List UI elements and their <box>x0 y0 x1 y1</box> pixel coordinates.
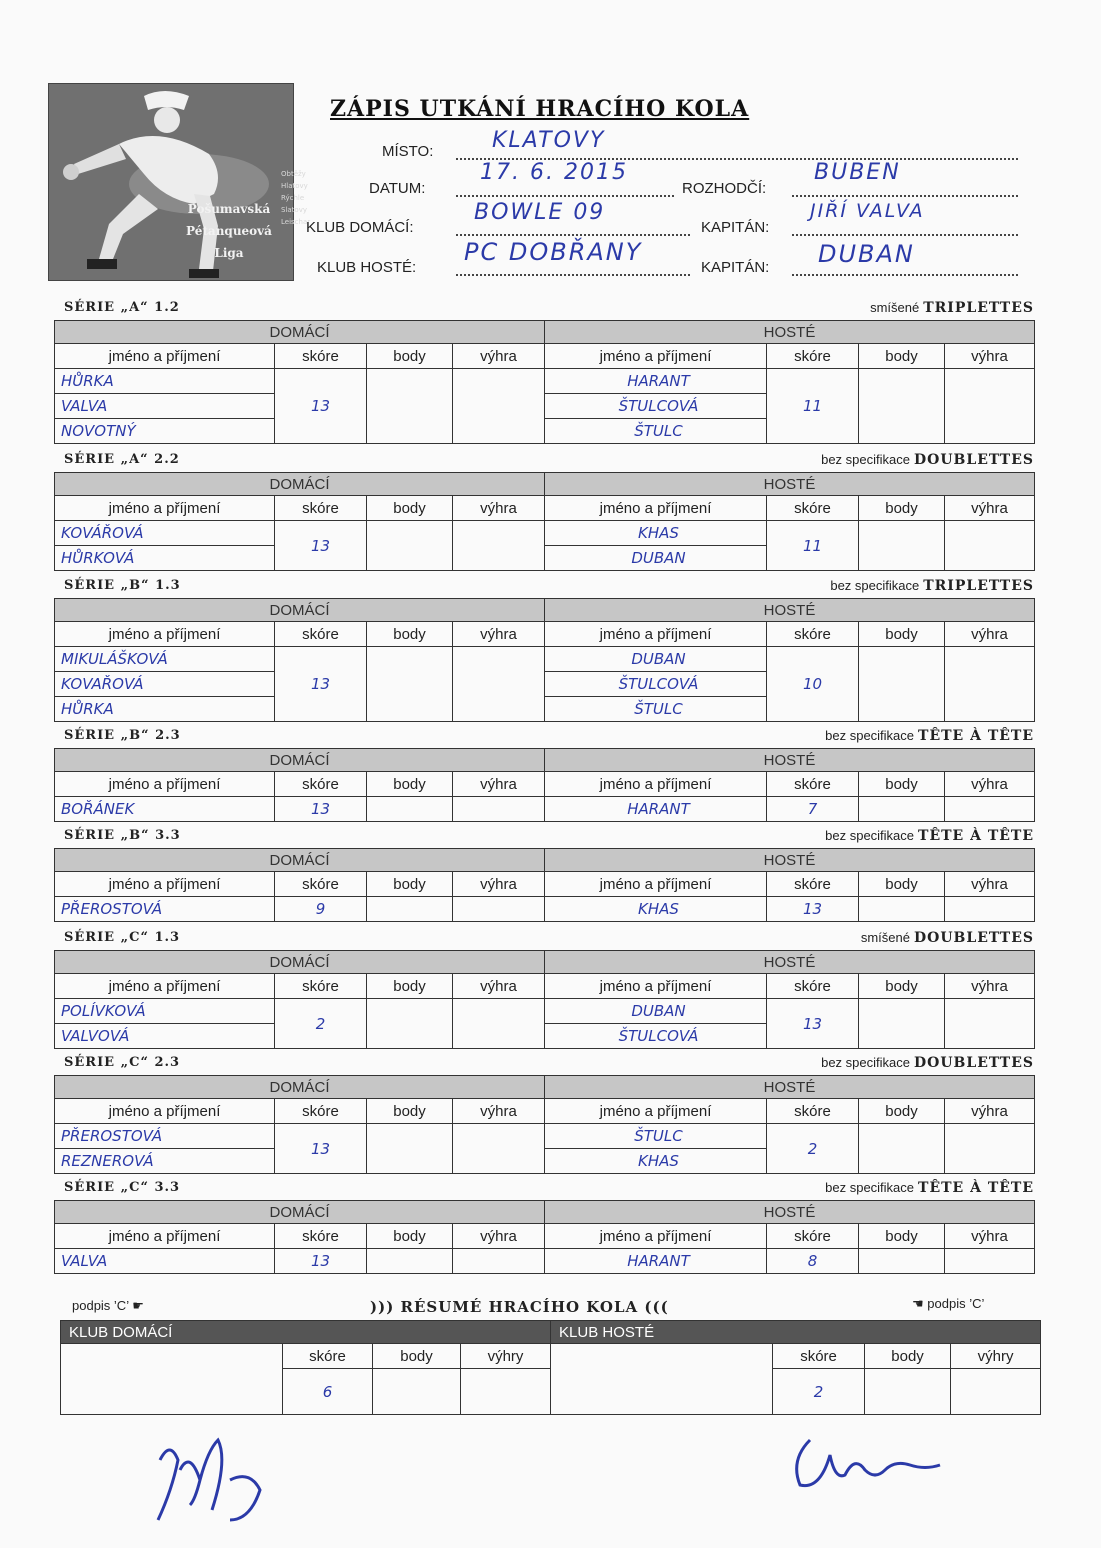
col-header-body: body <box>859 622 945 647</box>
domaci-header: DOMÁCÍ <box>55 473 545 496</box>
series-type: smíšené DOUBLETTES <box>860 930 1034 946</box>
home-player-name: POLÍVKOVÁ <box>55 999 275 1024</box>
away-player-name: KHAS <box>545 1149 767 1174</box>
series-type: bez specifikace DOUBLETTES <box>821 1055 1034 1071</box>
col-header-score: skóre <box>767 974 859 999</box>
home-player-name: HŮRKOVÁ <box>55 546 275 571</box>
col-header-vyhra: výhra <box>453 344 545 369</box>
series-name: SÉRIE „B“ 2.3 <box>64 728 181 743</box>
col-header-score: skóre <box>275 1224 367 1249</box>
series-table <box>54 320 1035 444</box>
away-body <box>859 897 945 922</box>
rozhodci-value: BUBEN <box>814 160 901 185</box>
away-player-name: KHAS <box>545 897 767 922</box>
domaci-header: DOMÁCÍ <box>55 951 545 974</box>
series-table <box>54 950 1035 1049</box>
col-header-body: body <box>367 496 453 521</box>
kapitan-domaci-value: JIŘÍ VALVA <box>810 200 925 222</box>
col-header-body: body <box>367 622 453 647</box>
home-score: 2 <box>275 999 367 1049</box>
away-player-name: HARANT <box>545 1249 767 1274</box>
away-body <box>859 999 945 1049</box>
col-header-name: jméno a příjmení <box>55 1099 275 1124</box>
kapitan-hoste-label: KAPITÁN: <box>701 259 770 276</box>
home-player-name: PŘEROSTOVÁ <box>55 1124 275 1149</box>
home-player-name: VALVA <box>55 1249 275 1274</box>
col-header-vyhra: výhra <box>945 344 1035 369</box>
col-header-body: body <box>367 344 453 369</box>
resume-klub-hoste: KLUB HOSTÉ <box>551 1321 1041 1344</box>
datum-value: 17. 6. 2015 <box>480 160 628 185</box>
away-body <box>859 521 945 571</box>
resume-home-blank <box>61 1344 283 1415</box>
series-table <box>54 748 1035 822</box>
col-header-body: body <box>859 772 945 797</box>
resume-table <box>60 1320 1041 1415</box>
away-player-name: DUBAN <box>545 647 767 672</box>
home-score: 9 <box>275 897 367 922</box>
series-header <box>54 1180 1034 1200</box>
hoste-header: HOSTÉ <box>545 1076 1035 1099</box>
home-vyhra <box>453 999 545 1049</box>
klub-hoste-label: KLUB HOSTÉ: <box>317 259 417 276</box>
home-score: 13 <box>275 647 367 722</box>
resume-home-body <box>373 1369 461 1415</box>
datum-label: DATUM: <box>369 180 426 197</box>
resume-away-vyhry-label: výhry <box>951 1344 1041 1369</box>
hoste-header: HOSTÉ <box>545 1201 1035 1224</box>
series-name: SÉRIE „B“ 1.3 <box>64 578 181 593</box>
col-header-vyhra: výhra <box>945 622 1035 647</box>
home-player-name: HŮRKA <box>55 697 275 722</box>
col-header-name: jméno a příjmení <box>545 1224 767 1249</box>
home-player-name: PŘEROSTOVÁ <box>55 897 275 922</box>
pointing-hand-right-icon: ☛ <box>132 1298 144 1313</box>
away-body <box>859 1124 945 1174</box>
hoste-header: HOSTÉ <box>545 599 1035 622</box>
col-header-name: jméno a příjmení <box>55 872 275 897</box>
away-score: 11 <box>767 521 859 571</box>
away-player-name: ŠTULC <box>545 697 767 722</box>
away-body <box>859 369 945 444</box>
col-header-name: jméno a příjmení <box>55 772 275 797</box>
home-vyhra <box>453 797 545 822</box>
series-type: bez specifikace TÊTE À TÊTE <box>825 1180 1034 1196</box>
away-player-name: DUBAN <box>545 546 767 571</box>
resume-away-skore-label: skóre <box>773 1344 865 1369</box>
away-score: 7 <box>767 797 859 822</box>
col-header-score: skóre <box>275 974 367 999</box>
series-type: smíšené TRIPLETTES <box>870 300 1034 316</box>
home-player-name: KOVAŘOVÁ <box>55 672 275 697</box>
col-header-name: jméno a příjmení <box>545 1099 767 1124</box>
away-player-name: ŠTULC <box>545 1124 767 1149</box>
col-header-score: skóre <box>275 622 367 647</box>
home-vyhra <box>453 369 545 444</box>
resume-away-vyhry <box>951 1369 1041 1415</box>
series-type: bez specifikace DOUBLETTES <box>821 452 1034 468</box>
away-player-name: HARANT <box>545 369 767 394</box>
home-player-name: HŮRKA <box>55 369 275 394</box>
resume-home-vyhry-label: výhry <box>461 1344 551 1369</box>
col-header-name: jméno a příjmení <box>545 622 767 647</box>
kapitan-domaci-label: KAPITÁN: <box>701 219 770 236</box>
domaci-header: DOMÁCÍ <box>55 1076 545 1099</box>
away-vyhra <box>945 897 1035 922</box>
col-header-name: jméno a příjmení <box>55 344 275 369</box>
home-score: 13 <box>275 1124 367 1174</box>
col-header-vyhra: výhra <box>945 872 1035 897</box>
series-table <box>54 848 1035 922</box>
away-body <box>859 1249 945 1274</box>
col-header-vyhra: výhra <box>945 1224 1035 1249</box>
domaci-header: DOMÁCÍ <box>55 1201 545 1224</box>
col-header-body: body <box>367 772 453 797</box>
home-score: 13 <box>275 369 367 444</box>
away-score: 8 <box>767 1249 859 1274</box>
series-name: SÉRIE „C“ 1.3 <box>64 930 181 945</box>
podpis-left: podpis ’C’ ☛ <box>72 1298 144 1313</box>
col-header-vyhra: výhra <box>453 772 545 797</box>
kapitan-hoste-line <box>792 274 1018 276</box>
series-header <box>54 1055 1034 1075</box>
series-name: SÉRIE „A“ 1.2 <box>64 300 180 315</box>
away-score: 2 <box>767 1124 859 1174</box>
home-vyhra <box>453 897 545 922</box>
away-score: 10 <box>767 647 859 722</box>
home-body <box>367 1124 453 1174</box>
home-player-name: REZNEROVÁ <box>55 1149 275 1174</box>
home-player-name: NOVOTNÝ <box>55 419 275 444</box>
home-vyhra <box>453 1124 545 1174</box>
col-header-name: jméno a příjmení <box>545 974 767 999</box>
home-vyhra <box>453 521 545 571</box>
away-vyhra <box>945 999 1035 1049</box>
col-header-vyhra: výhra <box>453 974 545 999</box>
domaci-header: DOMÁCÍ <box>55 849 545 872</box>
col-header-body: body <box>367 974 453 999</box>
resume-title: ))) RÉSUMÉ HRACÍHO KOLA ((( <box>370 1298 669 1316</box>
home-player-name: MIKULÁŠKOVÁ <box>55 647 275 672</box>
home-signature <box>140 1420 300 1530</box>
series-table <box>54 598 1035 722</box>
col-header-score: skóre <box>275 1099 367 1124</box>
col-header-name: jméno a příjmení <box>55 974 275 999</box>
league-logo <box>48 83 311 281</box>
away-player-name: ŠTULCOVÁ <box>545 394 767 419</box>
away-score: 13 <box>767 999 859 1049</box>
col-header-vyhra: výhra <box>945 496 1035 521</box>
col-header-score: skóre <box>767 1224 859 1249</box>
misto-value: KLATOVY <box>492 128 606 153</box>
series-type: bez specifikace TRIPLETTES <box>830 578 1034 594</box>
col-header-body: body <box>367 1224 453 1249</box>
series-table <box>54 472 1035 571</box>
col-header-score: skóre <box>767 622 859 647</box>
away-player-name: ŠTULCOVÁ <box>545 1024 767 1049</box>
col-header-score: skóre <box>275 772 367 797</box>
away-vyhra <box>945 1249 1035 1274</box>
kapitan-domaci-line <box>792 234 1018 236</box>
series-table <box>54 1200 1035 1274</box>
home-body <box>367 521 453 571</box>
datum-line <box>456 195 674 197</box>
klub-hoste-line <box>456 274 690 276</box>
resume-away-body <box>865 1369 951 1415</box>
col-header-score: skóre <box>767 1099 859 1124</box>
col-header-body: body <box>859 496 945 521</box>
away-player-name: ŠTULC <box>545 419 767 444</box>
series-type: bez specifikace TÊTE À TÊTE <box>825 728 1034 744</box>
col-header-name: jméno a příjmení <box>55 496 275 521</box>
resume-away-score: 2 <box>773 1369 865 1415</box>
home-score: 13 <box>275 797 367 822</box>
series-header <box>54 452 1034 472</box>
hoste-header: HOSTÉ <box>545 951 1035 974</box>
away-body <box>859 797 945 822</box>
col-header-name: jméno a příjmení <box>545 872 767 897</box>
podpis-right: ☚ podpis ’C’ <box>912 1296 985 1311</box>
rozhodci-line <box>792 195 1018 197</box>
col-header-body: body <box>859 872 945 897</box>
away-signature <box>780 1430 960 1500</box>
kapitan-hoste-value: DUBAN <box>818 240 915 268</box>
home-player-name: BOŘÁNEK <box>55 797 275 822</box>
resume-home-skore-label: skóre <box>283 1344 373 1369</box>
home-vyhra <box>453 1249 545 1274</box>
away-score: 13 <box>767 897 859 922</box>
hoste-header: HOSTÉ <box>545 321 1035 344</box>
col-header-vyhra: výhra <box>945 974 1035 999</box>
col-header-score: skóre <box>767 496 859 521</box>
col-header-name: jméno a příjmení <box>545 496 767 521</box>
away-player-name: KHAS <box>545 521 767 546</box>
series-name: SÉRIE „C“ 2.3 <box>64 1055 181 1070</box>
series-name: SÉRIE „C“ 3.3 <box>64 1180 181 1195</box>
col-header-score: skóre <box>275 344 367 369</box>
resume-away-body-label: body <box>865 1344 951 1369</box>
series-header <box>54 930 1034 950</box>
home-body <box>367 1249 453 1274</box>
away-vyhra <box>945 647 1035 722</box>
resume-klub-domaci: KLUB DOMÁCÍ <box>61 1321 551 1344</box>
col-header-score: skóre <box>275 872 367 897</box>
away-player-name: DUBAN <box>545 999 767 1024</box>
col-header-vyhra: výhra <box>945 1099 1035 1124</box>
klub-hoste-value: PC DOBŘANY <box>464 238 643 266</box>
away-body <box>859 647 945 722</box>
col-header-body: body <box>367 872 453 897</box>
col-header-body: body <box>367 1099 453 1124</box>
series-header <box>54 300 1034 320</box>
away-player-name: HARANT <box>545 797 767 822</box>
pointing-hand-left-icon: ☚ <box>912 1296 924 1311</box>
klub-domaci-line <box>456 234 690 236</box>
hoste-header: HOSTÉ <box>545 749 1035 772</box>
misto-label: MÍSTO: <box>382 143 434 160</box>
series-header <box>54 828 1034 848</box>
klub-domaci-value: BOWLE 09 <box>474 200 606 225</box>
resume-home-body-label: body <box>373 1344 461 1369</box>
col-header-body: body <box>859 1099 945 1124</box>
series-type: bez specifikace TÊTE À TÊTE <box>825 828 1034 844</box>
resume-home-vyhry <box>461 1369 551 1415</box>
away-score: 11 <box>767 369 859 444</box>
col-header-body: body <box>859 1224 945 1249</box>
home-body <box>367 369 453 444</box>
hoste-header: HOSTÉ <box>545 849 1035 872</box>
series-table <box>54 1075 1035 1174</box>
resume-away-blank <box>551 1344 773 1415</box>
home-body <box>367 999 453 1049</box>
series-header <box>54 578 1034 598</box>
col-header-score: skóre <box>767 872 859 897</box>
col-header-body: body <box>859 974 945 999</box>
home-body <box>367 897 453 922</box>
series-name: SÉRIE „A“ 2.2 <box>64 452 180 467</box>
hoste-header: HOSTÉ <box>545 473 1035 496</box>
home-player-name: VALVA <box>55 394 275 419</box>
home-player-name: VALVOVÁ <box>55 1024 275 1049</box>
domaci-header: DOMÁCÍ <box>55 321 545 344</box>
away-player-name: ŠTULCOVÁ <box>545 672 767 697</box>
col-header-name: jméno a příjmení <box>545 344 767 369</box>
rozhodci-label: ROZHODČÍ: <box>682 180 767 197</box>
domaci-header: DOMÁCÍ <box>55 749 545 772</box>
logo-small-text: Obtěžy Hlatovy Rýchle Slatovy Leischar <box>281 170 311 226</box>
klub-domaci-label: KLUB DOMÁCÍ: <box>306 219 414 236</box>
col-header-score: skóre <box>275 496 367 521</box>
col-header-name: jméno a příjmení <box>55 622 275 647</box>
col-header-name: jméno a příjmení <box>545 772 767 797</box>
page-title: ZÁPIS UTKÁNÍ HRACÍHO KOLA <box>330 96 750 122</box>
col-header-vyhra: výhra <box>453 622 545 647</box>
col-header-body: body <box>859 344 945 369</box>
col-header-vyhra: výhra <box>453 1224 545 1249</box>
logo-title: Pošumavská Pétanqueová Liga <box>186 202 272 260</box>
resume-home-score: 6 <box>283 1369 373 1415</box>
away-vyhra <box>945 1124 1035 1174</box>
home-vyhra <box>453 647 545 722</box>
home-body <box>367 797 453 822</box>
col-header-vyhra: výhra <box>945 772 1035 797</box>
away-vyhra <box>945 369 1035 444</box>
col-header-vyhra: výhra <box>453 872 545 897</box>
away-vyhra <box>945 797 1035 822</box>
col-header-vyhra: výhra <box>453 1099 545 1124</box>
domaci-header: DOMÁCÍ <box>55 599 545 622</box>
away-vyhra <box>945 521 1035 571</box>
col-header-vyhra: výhra <box>453 496 545 521</box>
series-name: SÉRIE „B“ 3.3 <box>64 828 181 843</box>
series-header <box>54 728 1034 748</box>
home-score: 13 <box>275 1249 367 1274</box>
col-header-name: jméno a příjmení <box>55 1224 275 1249</box>
col-header-score: skóre <box>767 344 859 369</box>
home-body <box>367 647 453 722</box>
col-header-score: skóre <box>767 772 859 797</box>
home-player-name: KOVÁŘOVÁ <box>55 521 275 546</box>
home-score: 13 <box>275 521 367 571</box>
